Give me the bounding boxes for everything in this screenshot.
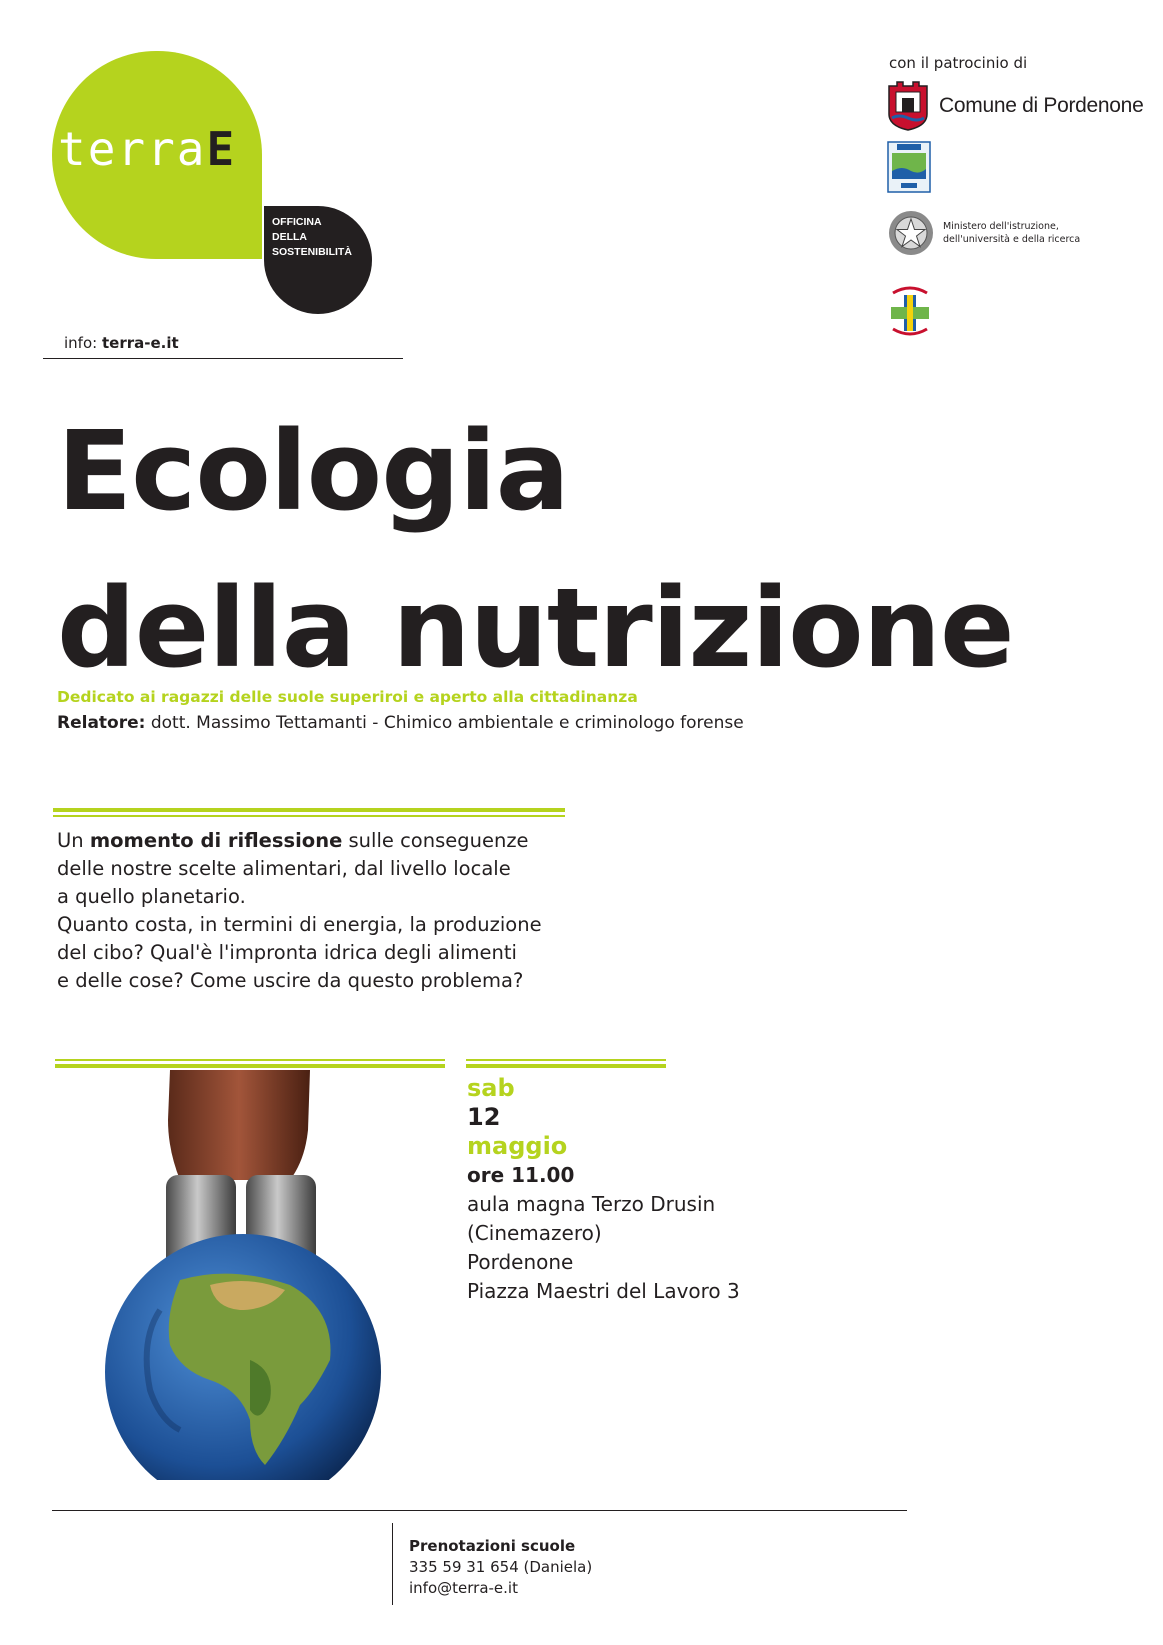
speaker-line: Relatore: dott. Massimo Tettamanti - Chimico ambientale e criminologo forense: [57, 713, 744, 733]
republic-emblem-icon: [887, 209, 935, 257]
event-time: ore 11.00: [467, 1163, 575, 1187]
event-address: Piazza Maestri del Lavoro 3: [467, 1279, 740, 1303]
event-city: Pordenone: [467, 1250, 574, 1274]
event-venue: aula magna Terzo Drusin: [467, 1192, 716, 1216]
accent-line: [466, 1059, 666, 1061]
accent-bar: [53, 808, 565, 812]
sponsor-comune: Comune di Pordenone: [887, 80, 1143, 132]
footer-vertical-divider: [392, 1523, 393, 1605]
patronage-label: con il patrocinio di: [889, 54, 1028, 72]
ministero-label: Ministero dell'istruzione, dell'università e della ricerca: [943, 221, 1081, 245]
booking-email[interactable]: info@terra-e.it: [409, 1579, 518, 1597]
booking-phone: 335 59 31 654 (Daniela): [409, 1558, 593, 1576]
comune-crest-icon: [887, 80, 929, 132]
info-link[interactable]: terra-e.it: [101, 334, 179, 352]
logo-tagline: OFFICINA DELLA SOSTENIBILITÀ: [272, 216, 352, 258]
arpa-logo-icon: [887, 141, 931, 193]
info-line: info: terra-e.it: [64, 334, 179, 352]
event-details: sab 12 maggio ore 11.00 aula magna Terzo Drusin (Cinemazero) Pordenone Piazza Maestri del Lavoro 3: [467, 1074, 740, 1306]
logo-wordmark: terraE: [58, 122, 237, 176]
page-title: Ecologia della nutrizione: [57, 407, 1014, 692]
subtitle: Dedicato ai ragazzi delle suole superiroi e aperto alla cittadinanza: [57, 688, 638, 706]
doctors-environment-logo-icon: [887, 283, 933, 339]
divider: [43, 358, 403, 359]
booking-heading: Prenotazioni scuole: [409, 1537, 576, 1555]
sponsor-arpa: [887, 141, 931, 193]
footer-divider: [52, 1510, 907, 1511]
event-date: sab 12 maggio: [467, 1074, 568, 1160]
accent-bar: [466, 1064, 666, 1068]
accent-line: [55, 1059, 445, 1061]
description: Un momento di riflessione sulle conseguenze delle nostre scelte alimentari, dal livello locale a quello planetario. Quanto costa, in termini di energia, la produzione del cibo? Qual'è l'impronta idrica degli alimenti e delle cose? Come uscire da questo problema?: [57, 829, 542, 992]
accent-line: [53, 815, 565, 817]
hoof-on-earth-illustration: [100, 1070, 410, 1480]
accent-bar: [55, 1064, 445, 1068]
sponsor-ministero: [887, 209, 1113, 257]
sponsor-doctors-environment: [887, 283, 933, 339]
booking-info: [409, 1536, 592, 1599]
